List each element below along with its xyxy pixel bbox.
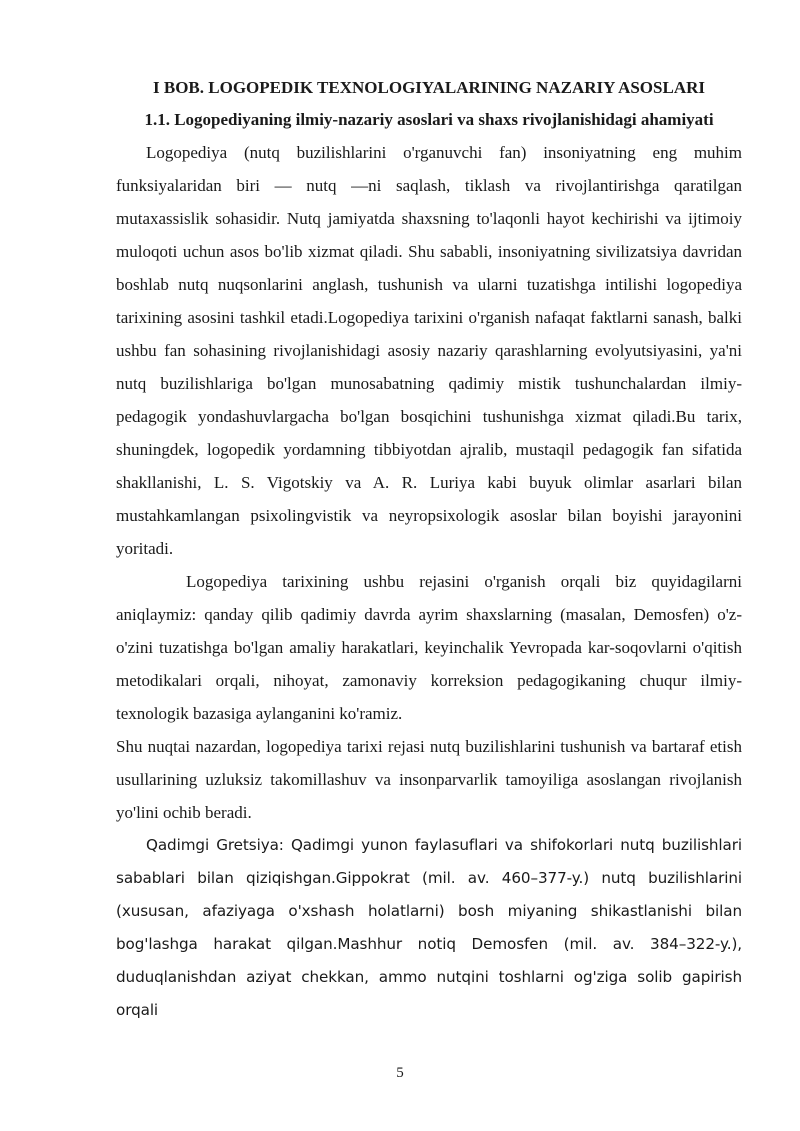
page-number: 5 [396,1065,404,1081]
document-page [116,70,742,1027]
paragraph-ancient-greece: Qadimgi Gretsiya: Qadimgi yunon faylasuflari va shifokorlari nutq buzilishlari sabablari bilan qiziqishgan.Gippokrat (mil. av. 460–377-y.) nutq buzilishlarini (xususan, afaziyaga o'xshash holatlarni) bosh miyaning shikastlanishi bilan bog'lashga harakat qilgan.Mashhur notiq Demosfen (mil. av. 384–322-y.), duduqlanishdan aziyat chekkan, ammo nutqini toshlarni og'ziga solib gapirish orqali [116,836,742,1019]
paragraph-viewpoint: Shu nuqtai nazardan, logopediya tarixi rejasi nutq buzilishlarini tushunish va bartaraf etish usullarining uzluksiz takomillashuv va insonparvarlik tamoyiliga asoslangan rivojlanish yo'lini ochib beradi. [116,737,742,822]
chapter-title: I BOB. LOGOPEDIK TEXNOLOGIYALARINING NAZARIY ASOSLARI [153,78,705,97]
paragraph-plan: Logopediya tarixining ushbu rejasini o'rganish orqali biz quyidagilarni aniqlaymiz: qanday qilib qadimiy davrda ayrim shaxslarning (masalan, Demosfen) o'z-o'zini tuzatishga bo'lgan amaliy harakatlari, keyinchalik Yevropada kar-soqovlarni o'qitish metodikalari orqali, nihoyat, zamonaviy korreksion pedagogikaning chuqur ilmiy-texnologik bazasiga aylanganini ko'ramiz. [116,572,742,723]
paragraph-intro: Logopediya (nutq buzilishlarini o'rganuvchi fan) insoniyatning eng muhim funksiyalaridan biri — nutq —ni saqlash, tiklash va rivojlantirishga qaratilgan mutaxassislik sohasidir. Nutq jamiyatda shaxsning to'laqonli hayot kechirishi va ijtimoiy muloqoti uchun asos bo'lib xizmat qiladi. Shu sababli, insoniyatning sivilizatsiya davridan boshlab nutq nuqsonlarini anglash, tushunish va ularni tuzatishga intilishi logopediya tarixining asosini tashkil etadi.Logopediya tarixini o'rganish nafaqat faktlarni sanash, balki ushbu fan sohasining rivojlanishidagi asosiy nazariy qarashlarning evolyutsiyasini, ya'ni nutq buzilishlariga bo'lgan munosabatning qadimiy mistik tushunchalardan ilmiy-pedagogik yondashuvlargacha bo'lgan bosqichini tushunishga xizmat qiladi.Bu tarix, shuningdek, logopedik yordamning tibbiyotdan ajralib, mustaqil pedagogik fan sifatida shakllanishi, L. S. Vigotskiy va A. R. Luriya kabi buyuk olimlar asarlari bilan mustahkamlangan psixolingvistik va neyropsixologik asoslar bilan boyishi jarayonini yoritadi. [116,143,742,558]
section-title: 1.1. Logopediyaning ilmiy-nazariy asoslari va shaxs rivojlanishidagi ahamiyati [144,110,714,129]
